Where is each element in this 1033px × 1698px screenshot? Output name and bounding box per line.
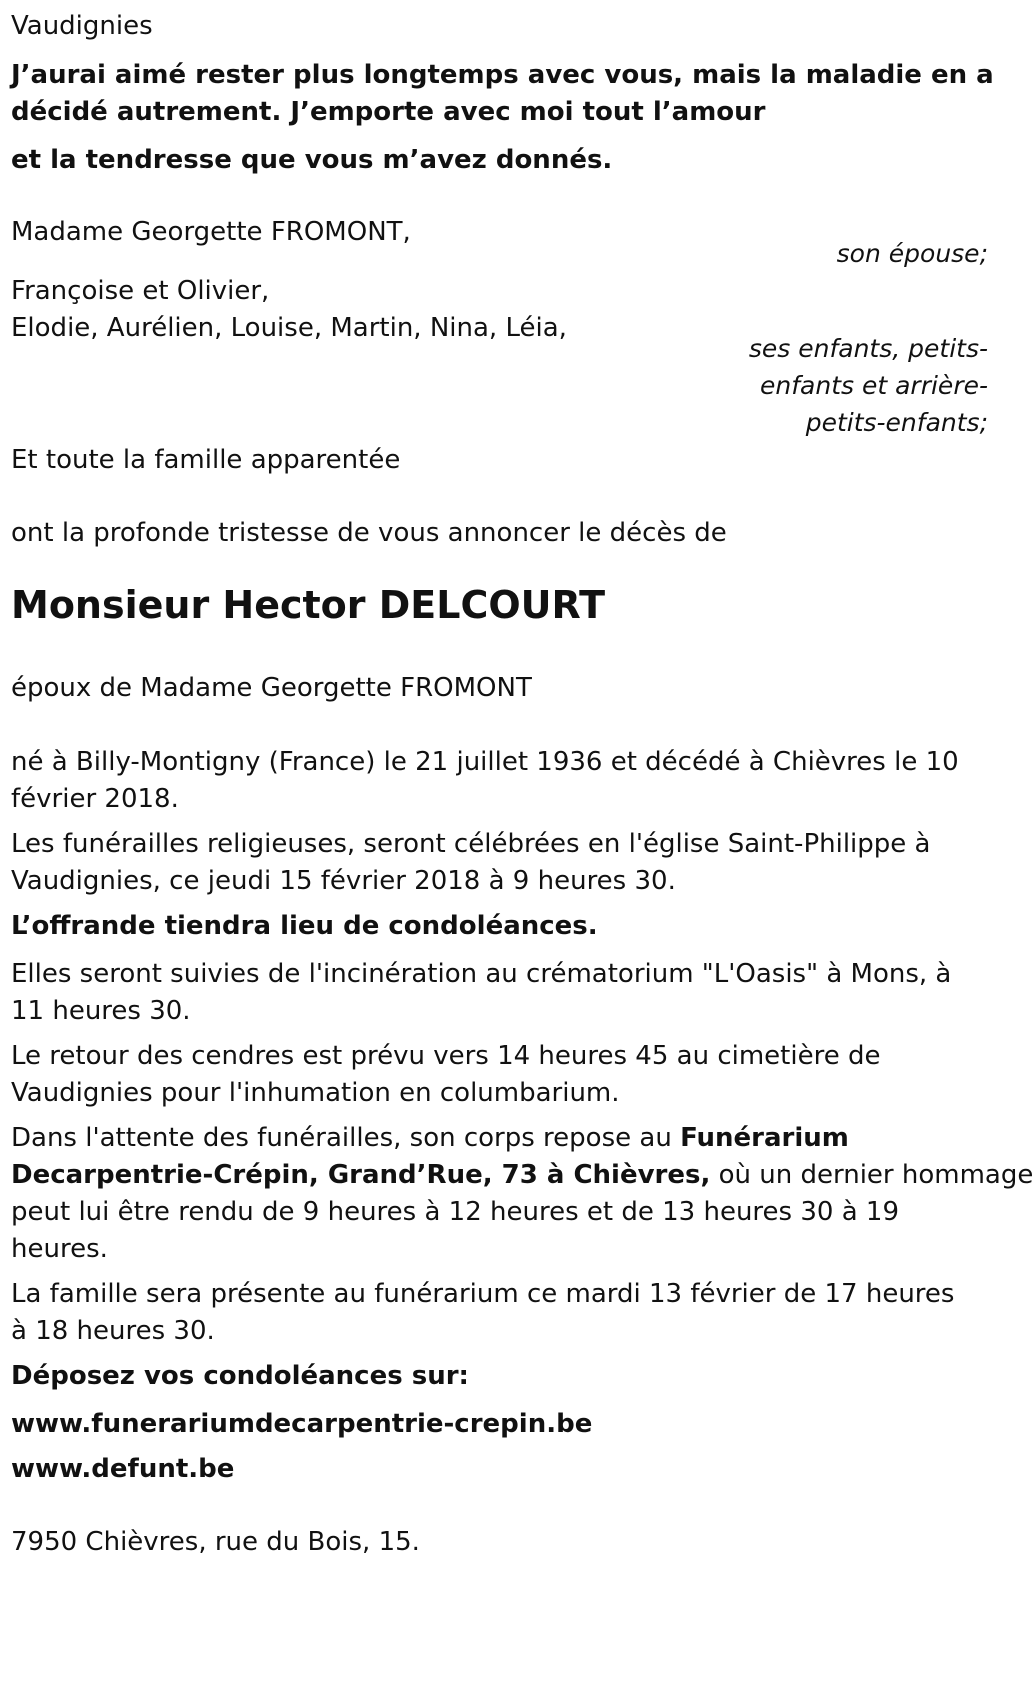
condolences-site-2[interactable]: www.defunt.be (11, 1454, 235, 1484)
offering-note: L’offrande tiendra lieu de condoléances. (11, 911, 598, 941)
deceased-name: Monsieur Hector DELCOURT (11, 583, 605, 627)
children-names: Françoise et Olivier, (11, 276, 270, 306)
header-location: Vaudignies (11, 11, 153, 41)
repose-line-4: heures. (11, 1234, 108, 1264)
repose-line-3: peut lui être rendu de 9 heures à 12 heures et de 13 heures 30 à 19 (11, 1197, 899, 1227)
family-presence-line-1: La famille sera présente au funérarium ce mardi 13 février de 17 heures (11, 1279, 955, 1309)
funeral-line-1: Les funérailles religieuses, seront célébrées en l'église Saint-Philippe à (11, 829, 931, 859)
ashes-line-2: Vaudignies pour l'inhumation en columbarium. (11, 1078, 620, 1108)
cremation-line-1: Elles seront suivies de l'incinération au crématorium "L'Oasis" à Mons, à (11, 959, 952, 989)
grandchildren-names: Elodie, Aurélien, Louise, Martin, Nina, Léia, (11, 313, 567, 343)
funerarium-address: Decarpentrie-Crépin, Grand’Rue, 73 à Chièvres, (11, 1160, 711, 1190)
birth-death-line-1: né à Billy-Montigny (France) le 21 juillet 1936 et décédé à Chièvres le 10 (11, 747, 959, 777)
quote-line-3: et la tendresse que vous m’avez donnés. (11, 145, 613, 175)
children-role-line-2: enfants et arrière- (760, 371, 988, 400)
funeral-line-2: Vaudignies, ce jeudi 15 février 2018 à 9 heures 30. (11, 866, 676, 896)
announcement-text: ont la profonde tristesse de vous annoncer le décès de (11, 518, 727, 548)
cremation-line-2: 11 heures 30. (11, 996, 191, 1026)
children-role-line-1: ses enfants, petits- (748, 334, 988, 363)
spouse-role: son épouse; (836, 239, 988, 268)
birth-death-line-2: février 2018. (11, 784, 179, 814)
repose-line-2 (11, 1155, 1033, 1195)
children-role-line-3: petits-enfants; (805, 408, 988, 437)
family-presence-line-2: à 18 heures 30. (11, 1316, 215, 1346)
condolences-label: Déposez vos condoléances sur: (11, 1361, 469, 1391)
repose-line-1 (11, 1118, 849, 1158)
spouse-of: époux de Madame Georgette FROMONT (11, 673, 532, 703)
repose-after-bold: où un dernier hommage (710, 1160, 1033, 1190)
ashes-line-1: Le retour des cendres est prévu vers 14 heures 45 au cimetière de (11, 1041, 881, 1071)
condolences-site-1[interactable]: www.funerariumdecarpentrie-crepin.be (11, 1409, 593, 1439)
repose-prefix: Dans l'attente des funérailles, son corps repose au (11, 1123, 681, 1153)
spouse-name: Madame Georgette FROMONT, (11, 217, 411, 247)
funerarium-name: Funérarium (680, 1123, 849, 1153)
address: 7950 Chièvres, rue du Bois, 15. (11, 1527, 420, 1557)
quote-line-1: J’aurai aimé rester plus longtemps avec vous, mais la maladie en a (11, 60, 994, 90)
extended-family: Et toute la famille apparentée (11, 445, 401, 475)
quote-line-2: décidé autrement. J’emporte avec moi tout l’amour (11, 97, 766, 127)
